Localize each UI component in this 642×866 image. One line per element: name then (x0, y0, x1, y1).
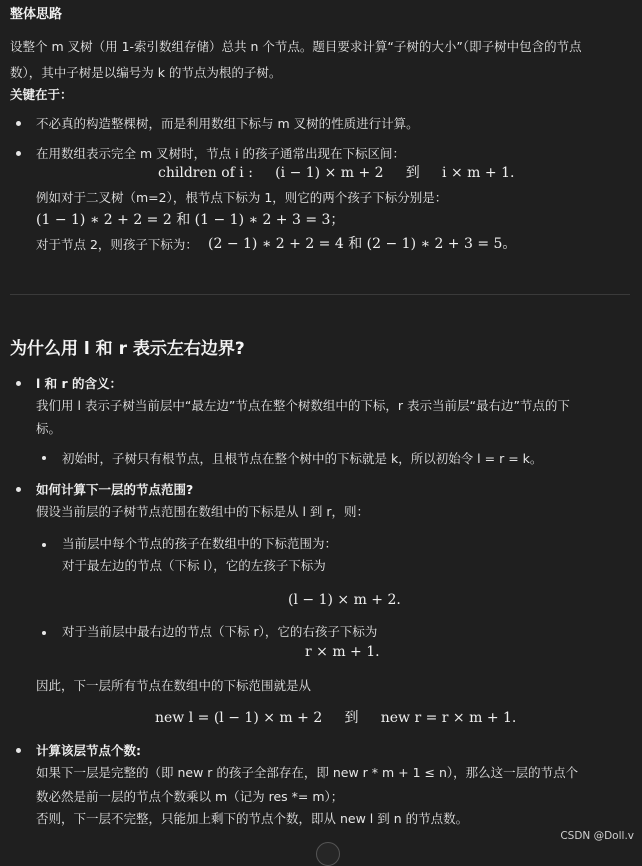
bullet-dot (16, 381, 21, 386)
page-top-heading: 整体思路 (10, 7, 63, 22)
next-range-formula: new l = (l − 1) × m + 2 到 new r = r × m + 1. (155, 710, 517, 726)
bullet-array-repr: 在用数组表示完全 m 叉树时，节点 i 的孩子通常出现在下标区间： (36, 146, 406, 161)
lr-meaning-line-1: 我们用 l 表示子树当前层中“最左边”节点在整个树数组中的下标，r 表示当前层“最右边”节点的下 (36, 398, 570, 413)
rightmost-child-intro: 对于当前层中最右边的节点（下标 r），它的右孩子下标为 (62, 624, 378, 639)
bullet-dot (42, 456, 46, 460)
count-line-1: 如果下一层是完整的（即 new r 的孩子全部存在，即 new r * m + 1 ≤ n），那么这一层的节点个 (36, 765, 579, 780)
lr-meaning-label: l 和 r 的含义： (36, 376, 123, 391)
next-range-conclusion: 因此，下一层所有节点在数组中的下标范围就是从 (36, 678, 312, 693)
example-intro: 例如对于二叉树（m=2），根节点下标为 1，则它的两个孩子下标分别是： (36, 190, 448, 205)
intro-line-2: 数），其中子树是以编号为 k 的节点为根的子树。 (10, 65, 282, 80)
bullet-dot (16, 121, 21, 126)
bullet-dot (16, 151, 21, 156)
leftmost-child-math: (l − 1) × m + 2. (288, 592, 401, 608)
count-line-3: 否则，下一层不完整，只能加上剩下的节点个数，即从 new l 到 n 的节点数。 (36, 811, 469, 826)
bullet-dot (16, 487, 21, 492)
children-formula: children of i : (i − 1) × m + 2 到 i × m + 1. (158, 165, 515, 181)
count-line-2: 数必然是前一层的节点个数乘以 m（记为 res *= m）； (36, 789, 344, 804)
next-range-line-1: 假设当前层的子树节点范围在数组中的下标是从 l 到 r，则： (36, 504, 370, 519)
bullet-no-build: 不必真的构造整棵树，而是利用数组下标与 m 叉树的性质进行计算。 (36, 116, 419, 131)
lr-initial: 初始时，子树只有根节点，且根节点在整个树中的下标就是 k，所以初始令 l = r = k。 (62, 451, 543, 466)
node2-intro: 对于节点 2，则孩子下标为： (36, 237, 198, 252)
watermark: CSDN @Doll.v (560, 830, 634, 842)
bullet-dot (16, 748, 21, 753)
section-divider (10, 294, 630, 295)
bullet-dot (42, 543, 46, 547)
lr-meaning-line-2: 标。 (36, 421, 62, 436)
intro-line-1: 设整个 m 叉树（用 1-索引数组存储）总共 n 个节点。题目要求计算“子树的大小”（即子树中包含的节点 (10, 39, 582, 54)
key-label: 关键在于： (10, 87, 73, 102)
example-math: (1 − 1) ∗ 2 + 2 = 2 和 (1 − 1) ∗ 2 + 3 = 3； (36, 212, 345, 228)
section-title: 为什么用 l 和 r 表示左右边界? (10, 339, 245, 359)
count-label: 计算该层节点个数: (36, 743, 141, 758)
rightmost-child-math: r × m + 1. (305, 644, 380, 660)
next-range-label: 如何计算下一层的节点范围? (36, 482, 194, 497)
leftmost-child-intro: 对于最左边的节点（下标 l），它的左孩子下标为 (62, 558, 326, 573)
bullet-dot (42, 631, 46, 635)
children-range-intro: 当前层中每个节点的孩子在数组中的下标范围为： (62, 536, 338, 551)
scroll-circle-button[interactable] (316, 842, 340, 866)
node2-math: (2 − 1) ∗ 2 + 2 = 4 和 (2 − 1) ∗ 2 + 3 = 5。 (208, 236, 517, 252)
